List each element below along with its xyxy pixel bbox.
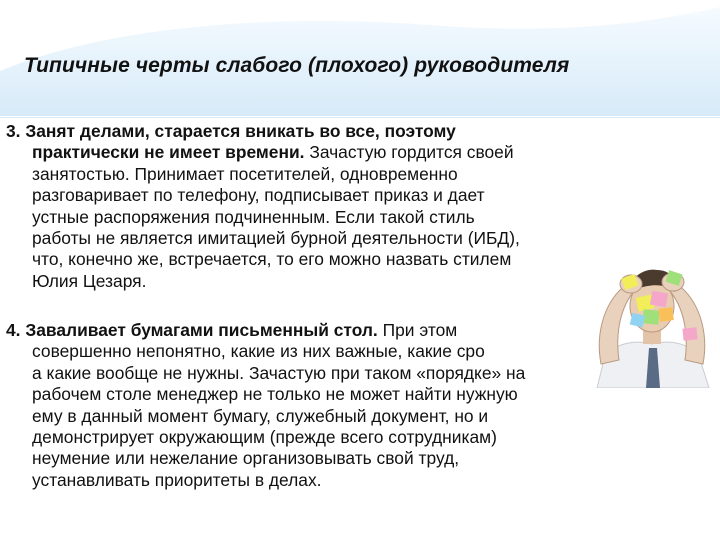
text-run: устные распоряжения подчиненным. Если такой стиль [32, 206, 475, 227]
item-4 [6, 320, 666, 491]
paragraph-line [6, 363, 666, 384]
paragraph-line [6, 121, 666, 142]
bold-text-run: 3. Занят делами, старается вникать во все, поэтому [6, 121, 456, 141]
text-run: разговаривает по телефону, подписывает приказ и дает [32, 185, 485, 206]
paragraph-line [6, 448, 666, 469]
text-run: работы не является имитацией бурной деятельности (ИБД), [32, 228, 520, 249]
slide-title: Типичные черты слабого (плохого) руководителя [24, 54, 570, 77]
text-run: а какие вообще не нужны. Зачастую при таком «порядке» на [32, 362, 526, 383]
paragraph-line [6, 142, 666, 163]
paragraph-line [6, 185, 666, 206]
text-run: ему в данный момент бумагу, служебный документ, но и [32, 405, 489, 426]
text-run: Зачастую гордится своей [304, 142, 514, 163]
text-run: занятостью. Принимает посетителей, одновременно [32, 163, 458, 184]
text-run: совершенно непонятно, какие из них важные, какие сро [32, 341, 485, 362]
bold-text-run: 4. Заваливает бумагами письменный стол. [6, 320, 378, 340]
paragraph-line [6, 164, 666, 185]
paragraph-line [6, 207, 666, 228]
text-run: что, конечно же, встречается, то его можно назвать стилем [32, 249, 512, 270]
text-run: рабочем столе менеджер не только не может найти нужную [32, 384, 518, 405]
paragraph-line [6, 427, 666, 448]
paragraph-line [6, 470, 666, 491]
text-run: Юлия Цезаря. [32, 270, 147, 291]
paragraph-line [6, 271, 666, 292]
text-run: неумение или нежелание организовывать свой труд, [32, 448, 460, 469]
paragraph-line [6, 320, 666, 341]
bold-text-run: практически не имеет времени. [32, 142, 305, 163]
title-band [0, 0, 720, 118]
text-run: демонстрирует окружающим (прежде всего сотрудникам) [32, 427, 497, 448]
text-run: При этом [377, 320, 458, 340]
title-divider [0, 116, 720, 117]
paragraph-line [6, 228, 666, 249]
item-3 [6, 121, 666, 292]
paragraph-line [6, 384, 666, 405]
paragraph-line [6, 406, 666, 427]
stressed-man-with-sticky-notes-icon [587, 248, 717, 388]
text-run: устанавливать приоритеты в делах. [32, 469, 322, 490]
paragraph-line [6, 249, 666, 270]
paragraph-line [6, 341, 666, 362]
